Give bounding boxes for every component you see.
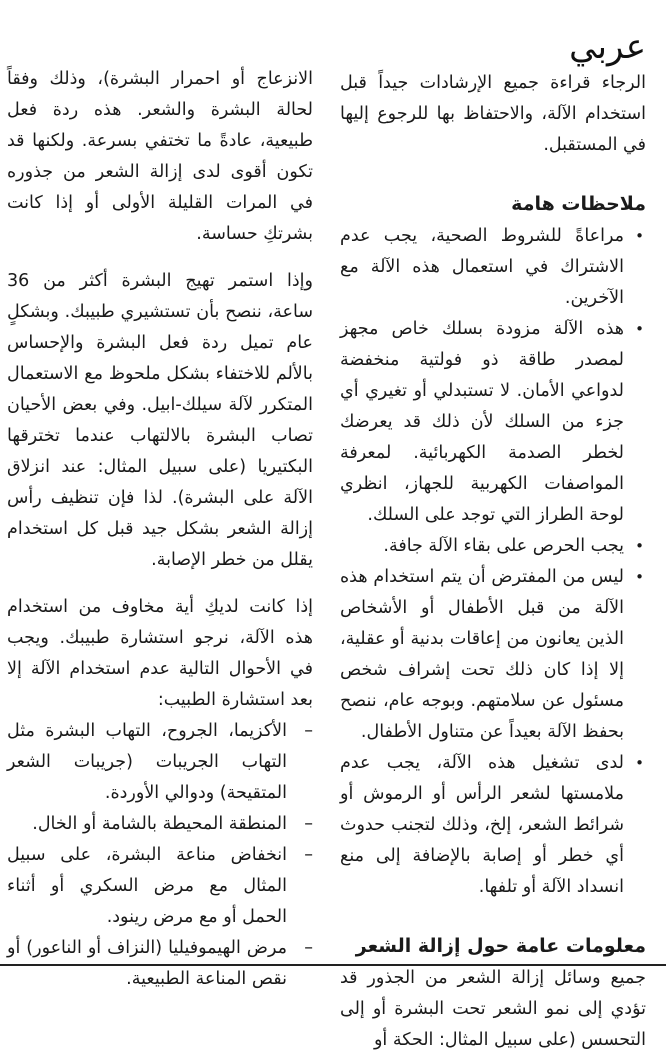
right-column xyxy=(340,68,646,1056)
dash-icon: – xyxy=(304,814,313,834)
list-item xyxy=(340,531,646,562)
list-item-text: الأكزيما، الجروح، التهاب البشرة مثل التهاب الجريبات (جريبات الشعر المتقيحة) ودوالي الأوردة. xyxy=(7,721,287,803)
bullet-icon: • xyxy=(635,568,644,586)
dash-icon: – xyxy=(304,845,313,865)
list-item xyxy=(340,562,646,748)
list-item-text: لدى تشغيل هذه الآلة، يجب عدم ملامستها لشعر الرأس أو الرموش أو شرائط الشعر، إلخ، وذلك لتجنب حدوث أي خطر أو إصابة بالإضافة إلى منع انسداد الآلة أو تلفها. xyxy=(340,753,624,897)
conditions-list xyxy=(7,716,313,995)
irritation-paragraph: وإذا استمر تهيج البشرة أكثر من 36 ساعة، ننصح بأن تستشيري طبيبك. وبشكلٍ عام تميل ردة فعل البشرة والإحساس بالألم للاختفاء بشكل ملحوظ مع الاستعمال المتكرر لآلة سيلك-ابيل. وفي بعض الأحيان تصاب البشرة بالالتهاب عندما تخترقها البكتيريا (على سبيل المثال: عند انزلاق الآلة على البشرة). لذا فإن تنظيف رأس إزالة الشعر بشكل جيد قبل كل استخدام يقلل من خطر الإصابة. xyxy=(7,271,313,570)
list-item xyxy=(340,748,646,903)
list-item-text: مراعاةً للشروط الصحية، يجب عدم الاشتراك في استعمال هذه الآلة مع الآخرين. xyxy=(340,226,624,308)
list-item xyxy=(340,314,646,531)
list-item xyxy=(7,840,313,933)
consult-doctor-paragraph: إذا كانت لديكِ أية مخاوف من استخدام هذه الآلة، نرجو استشارة طبيبك. ويجب في الأحوال التالية عدم استخدام الآلة إلا بعد استشارة الطبيب: xyxy=(7,597,313,710)
general-info-heading: معلومات عامة حول إزالة الشعر xyxy=(355,935,646,957)
important-notes-heading: ملاحظات هامة xyxy=(511,193,646,215)
list-item xyxy=(7,716,313,809)
bullet-icon: • xyxy=(635,754,644,772)
list-item-text: انخفاض مناعة البشرة، على سبيل المثال مع مرض السكري أو أثناء الحمل أو مع مرض رينود. xyxy=(7,845,287,927)
list-item xyxy=(7,809,313,840)
list-item-text: يجب الحرص على بقاء الآلة جافة. xyxy=(383,536,624,556)
dash-icon: – xyxy=(304,938,313,958)
list-item-text: هذه الآلة مزودة بسلك خاص مجهز لمصدر طاقة ذو فولتية منخفضة لدواعي الأمان. لا تستبدلي أو تغيري أي جزء من السلك لأن ذلك قد يعرضك لخطر الصدمة الكهربائية. لمعرفة المواصفات الكهربية للجهاز، انظري لوحة الطراز التي توجد على السلك. xyxy=(340,319,624,525)
bullet-icon: • xyxy=(635,320,644,338)
list-item-text: المنطقة المحيطة بالشامة أو الخال. xyxy=(32,814,287,834)
list-item xyxy=(340,221,646,314)
intro-paragraph: الرجاء قراءة جميع الإرشادات جيداً قبل استخدام الآلة، والاحتفاظ بها للرجوع إليها في المستقبل. xyxy=(340,73,646,155)
bullet-icon: • xyxy=(635,537,644,555)
bullet-icon: • xyxy=(635,227,644,245)
dash-icon: – xyxy=(304,721,313,741)
list-item-text: ليس من المفترض أن يتم استخدام هذه الآلة من قبل الأطفال أو الأشخاص الذين يعانون من إعاقات بدنية أو عقلية، إلا إذا كان ذلك تحت إشراف شخص مسئول عن سلامتهم. وبوجه عام، ننصح بحفظ الآلة بعيداً عن متناول الأطفال. xyxy=(340,567,624,742)
important-notes-list xyxy=(340,221,646,903)
general-info-paragraph: جميع وسائل إزالة الشعر من الجذور قد تؤدي إلى نمو الشعر تحت البشرة أو إلى التحسس (على سبيل المثال: الحكة أو xyxy=(340,968,646,1050)
language-title: عربي xyxy=(569,27,646,67)
list-item-text: مرض الهيموفيليا (النزاف أو الناعور) أو نقص المناعة الطبيعية. xyxy=(7,938,287,989)
left-column xyxy=(7,64,313,995)
skin-reaction-paragraph: الانزعاج أو احمرار البشرة)، وذلك وفقاً لحالة البشرة والشعر. هذه ردة فعل طبيعية، عادةً ما تختفي بسرعة. ولكنها قد تكون أقوى لدى إزالة الشعر من جذوره في المرات القليلة الأولى أو إذا كانت بشرتكِ حساسة. xyxy=(7,69,313,244)
